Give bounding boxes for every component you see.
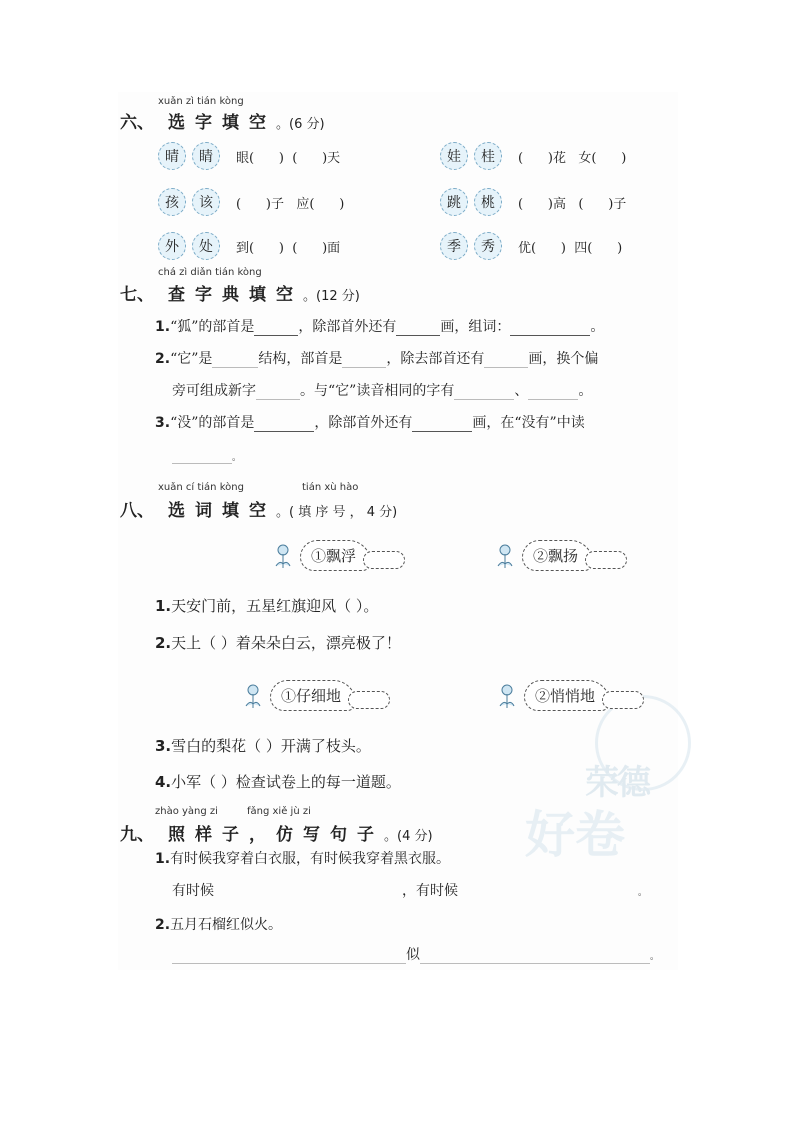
question-8-3: 3.雪白的梨花（ ）开满了枝头。 <box>155 737 371 755</box>
section9-pinyin-2: fǎng xiě jù zi <box>247 806 311 817</box>
question-7-3-cont: 。 <box>172 448 241 464</box>
section8-heading: 八、 选 词 填 空 。( 填 序 号 ， 4 分) <box>120 501 398 521</box>
char-choice-row <box>440 232 622 260</box>
flower-icon <box>492 540 522 570</box>
fill-blank[interactable]: ( )花 女( ) <box>518 150 627 166</box>
char-choice-row <box>158 188 344 216</box>
section6-heading: 六、 选 字 填 空 。(6 分) <box>120 108 325 133</box>
fill-blank[interactable]: ( )高 ( )子 <box>518 196 627 212</box>
section7-pinyin: chá zì diǎn tián kòng <box>158 267 262 278</box>
answer-blank[interactable] <box>484 353 528 368</box>
question-9-2-answer: 似 。 <box>172 944 659 964</box>
char-option: 晴 <box>158 142 186 170</box>
cloud-decoration-icon <box>363 551 405 569</box>
question-9-1: 1.有时候我穿着白衣服，有时候我穿着黑衣服。 <box>155 851 451 867</box>
flower-icon <box>240 680 270 710</box>
char-option: 桂 <box>474 142 502 170</box>
question-7-1: 1.“狐”的部首是 ，除部首外还有 画，组词： 。 <box>155 319 605 335</box>
question-7-2-cont: 旁可组成新字 。与“它”读音相同的字有 、 。 <box>172 383 593 399</box>
word-option: ①仔细地 <box>270 680 356 711</box>
char-choice-row <box>158 142 340 170</box>
answer-blank[interactable] <box>454 385 514 400</box>
answer-blank[interactable] <box>412 417 472 432</box>
word-option-box <box>494 678 644 712</box>
question-8-1: 1.天安门前，五星红旗迎风（ ）。 <box>155 597 379 615</box>
answer-blank[interactable] <box>172 449 232 464</box>
word-option-box <box>270 538 405 572</box>
fill-blank[interactable]: 天上（ ）着朵朵白云，漂亮极了！ <box>171 634 401 652</box>
answer-blank[interactable] <box>420 949 650 964</box>
watermark-text: 荣德 <box>585 763 649 803</box>
question-8-4: 4.小军（ ）检查试卷上的每一道题。 <box>155 773 401 791</box>
section-score: 。(6 分) <box>276 117 325 132</box>
answer-blank[interactable] <box>396 321 440 336</box>
char-choice-row <box>158 232 340 260</box>
fill-blank[interactable]: 到( ) ( )面 <box>236 240 341 256</box>
char-option: 跳 <box>440 188 468 216</box>
char-option: 娃 <box>440 142 468 170</box>
char-option: 桃 <box>474 188 502 216</box>
fill-blank[interactable]: 天安门前，五星红旗迎风（ ）。 <box>171 597 379 615</box>
char-option: 秀 <box>474 232 502 260</box>
answer-blank[interactable] <box>172 949 406 964</box>
question-7-2: 2.“它”是 结构，部首是 ，除去部首还有 画，换个偏 <box>155 351 599 367</box>
watermark-text: 好卷 <box>525 806 625 864</box>
char-option: 处 <box>192 232 220 260</box>
answer-blank[interactable] <box>256 385 300 400</box>
char-choice-row <box>440 142 626 170</box>
fill-blank[interactable]: 雪白的梨花（ ）开满了枝头。 <box>171 737 371 755</box>
answer-blank[interactable] <box>528 385 578 400</box>
fill-blank[interactable]: 眼( ) ( )天 <box>236 150 341 166</box>
answer-blank[interactable] <box>212 353 258 368</box>
word-option-box <box>492 538 627 572</box>
section7-heading: 七、 查 字 典 填 空 。(12 分) <box>120 285 360 305</box>
cloud-decoration-icon <box>602 691 644 709</box>
char-choice-row <box>440 188 626 216</box>
section6-pinyin: xuǎn zì tián kòng <box>158 96 244 107</box>
word-option-box <box>240 678 390 712</box>
char-option: 睛 <box>192 142 220 170</box>
char-option: 外 <box>158 232 186 260</box>
char-option: 季 <box>440 232 468 260</box>
flower-icon <box>494 680 524 710</box>
fill-blank[interactable]: 小军（ ）检查试卷上的每一道题。 <box>171 773 401 791</box>
question-8-2: 2.天上（ ）着朵朵白云，漂亮极了！ <box>155 634 401 652</box>
answer-blank[interactable] <box>510 321 590 336</box>
question-9-1-answer: 有时候 ，有时候 。 <box>172 883 648 899</box>
flower-icon <box>270 540 300 570</box>
word-option: ①飘浮 <box>300 540 371 571</box>
char-option: 该 <box>192 188 220 216</box>
question-7-3: 3.“没”的部首是 ，除部首外还有 画，在“没有”中读 <box>155 415 585 431</box>
answer-blank[interactable] <box>254 321 298 336</box>
section8-pinyin: xuǎn cí tián kòng <box>158 482 244 493</box>
fill-blank[interactable]: 优( ) 四( ) <box>518 240 623 256</box>
char-option: 孩 <box>158 188 186 216</box>
cloud-decoration-icon <box>585 551 627 569</box>
section-number: 六、 <box>120 113 154 133</box>
section8-pinyin-note: tián xù hào <box>302 482 359 493</box>
section9-heading: 九、 照 样 子 ， 仿 写 句 子 。(4 分) <box>120 825 433 845</box>
cloud-decoration-icon <box>348 691 390 709</box>
question-9-2: 2.五月石榴红似火。 <box>155 917 283 933</box>
answer-blank[interactable] <box>342 353 386 368</box>
word-option: ②飘扬 <box>522 540 593 571</box>
fill-blank[interactable]: ( )子 应( ) <box>236 196 345 212</box>
answer-blank[interactable] <box>254 417 314 432</box>
section9-pinyin: zhào yàng zi <box>155 806 218 817</box>
word-option: ②悄悄地 <box>524 680 610 711</box>
